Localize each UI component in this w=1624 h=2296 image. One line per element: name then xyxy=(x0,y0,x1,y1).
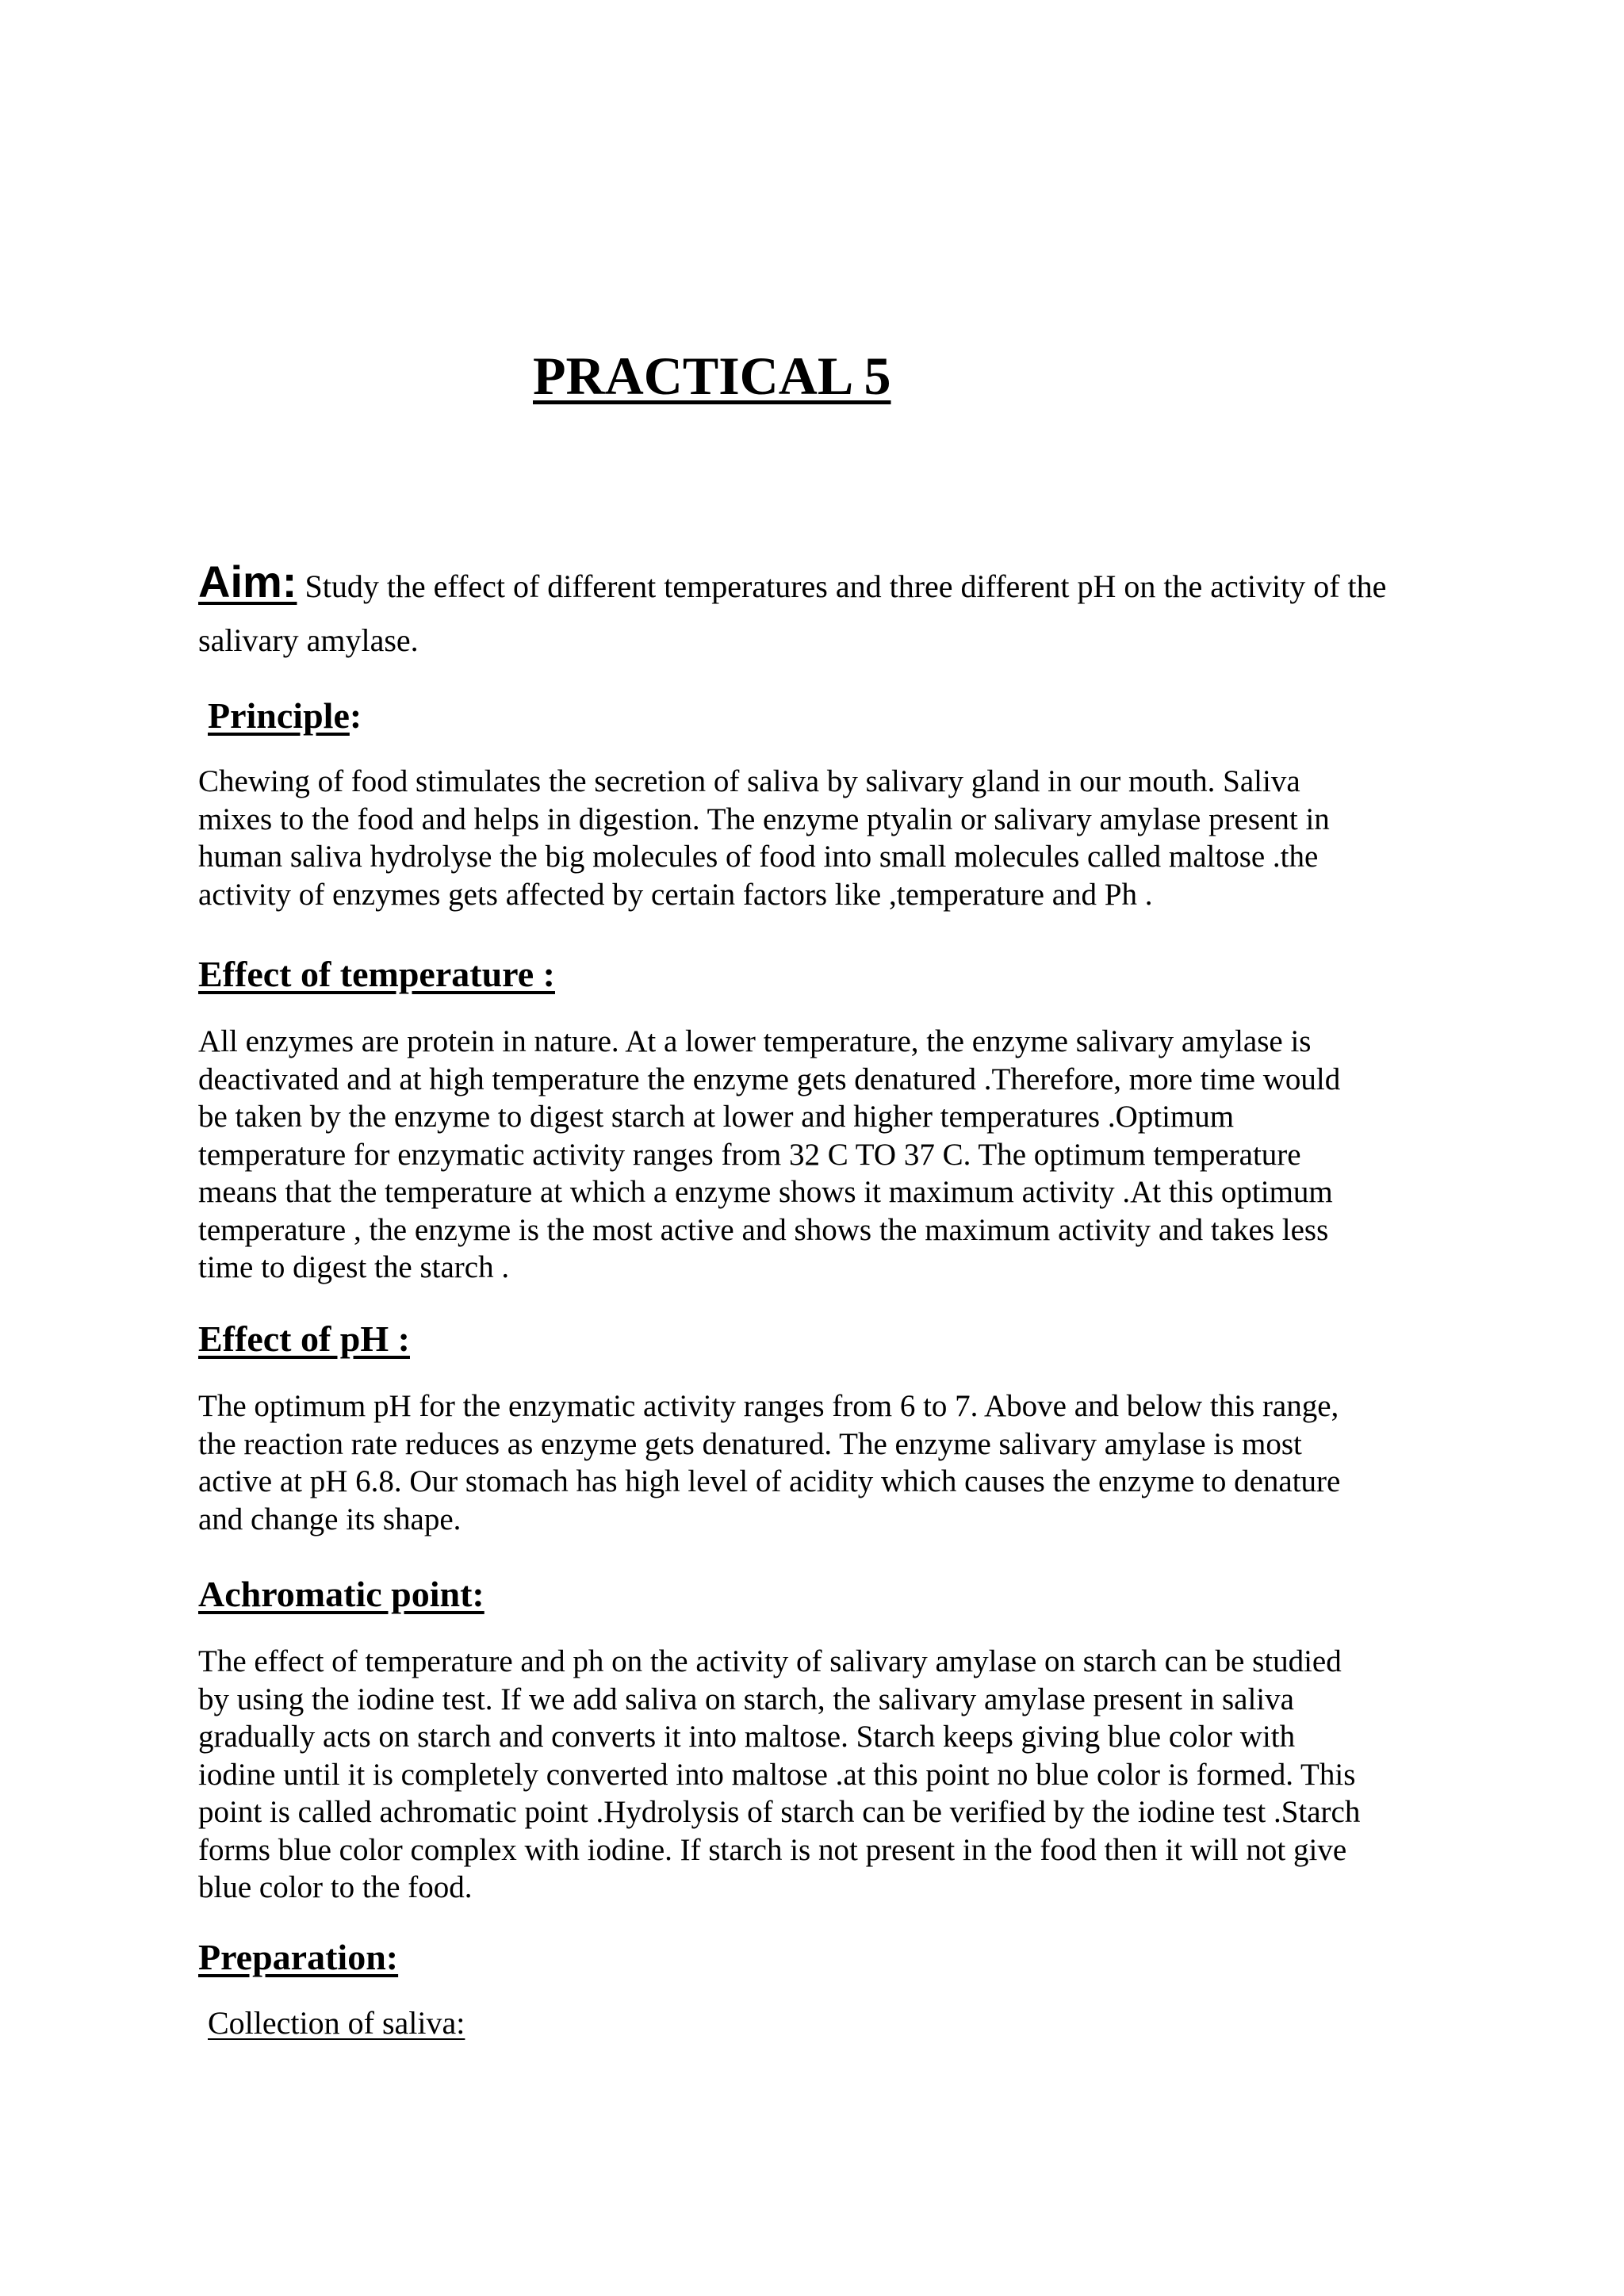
temperature-line: deactivated and at high temperature the enzyme gets denatured .Therefore, more time would xyxy=(198,1062,1341,1096)
temperature-line: be taken by the enzyme to digest starch at lower and higher temperatures .Optimum xyxy=(198,1100,1235,1134)
principle-line: human saliva hydrolyse the big molecules of food into small molecules called maltose .the xyxy=(198,840,1319,874)
ph-heading xyxy=(198,1318,410,1359)
preparation-heading-label: Preparation: xyxy=(198,1937,399,1977)
temperature-heading-label: Effect of temperature : xyxy=(198,954,555,994)
aim-section xyxy=(198,555,1451,668)
preparation-heading xyxy=(198,1939,398,1976)
ph-heading-label: Effect of pH : xyxy=(198,1318,410,1359)
temperature-line: temperature , the enzyme is the most active and shows the maximum activity and takes less xyxy=(198,1212,1329,1247)
aim-text-line-2: salivary amylase. xyxy=(198,622,419,658)
achromatic-heading xyxy=(198,1576,485,1613)
temperature-paragraph xyxy=(198,1023,1451,1287)
principle-paragraph xyxy=(198,763,1451,913)
achromatic-line: blue color to the food. xyxy=(198,1870,473,1904)
principle-line: Chewing of food stimulates the secretion of saliva by salivary gland in our mouth. Saliva xyxy=(198,764,1300,798)
achromatic-line: gradually acts on starch and converts it into maltose. Starch keeps giving blue color with xyxy=(198,1720,1296,1754)
achromatic-heading-label: Achromatic point: xyxy=(198,1574,485,1614)
page-title: PRACTICAL 5 xyxy=(533,346,891,406)
achromatic-line: iodine until it is completely converted into maltose .at this point no blue color is formed. This xyxy=(198,1757,1356,1792)
aim-label: Aim: xyxy=(198,557,297,607)
ph-line: The optimum pH for the enzymatic activity ranges from 6 to 7. Above and below this range, xyxy=(198,1389,1339,1423)
principle-heading-label: Principle xyxy=(208,695,350,736)
ph-paragraph xyxy=(198,1387,1451,1538)
ph-line: active at pH 6.8. Our stomach has high level of acidity which causes the enzyme to denature xyxy=(198,1464,1341,1498)
ph-line: and change its shape. xyxy=(198,1502,462,1536)
temperature-line: temperature for enzymatic activity ranges from 32 C TO 37 C. The optimum temperature xyxy=(198,1137,1301,1172)
achromatic-line: point is called achromatic point .Hydrolysis of starch can be verified by the iodine test .Starch xyxy=(198,1795,1361,1829)
temperature-line: time to digest the starch . xyxy=(198,1250,510,1284)
principle-line: activity of enzymes gets affected by certain factors like ,temperature and Ph . xyxy=(198,877,1153,912)
temperature-line: All enzymes are protein in nature. At a lower temperature, the enzyme salivary amylase is xyxy=(198,1024,1312,1058)
temperature-heading xyxy=(198,956,555,993)
aim-text-line-1: Study the effect of different temperatures and three different pH on the activity of the xyxy=(297,568,1387,604)
principle-heading-colon: : xyxy=(349,695,362,736)
ph-line: the reaction rate reduces as enzyme gets denatured. The enzyme salivary amylase is most xyxy=(198,1426,1302,1461)
principle-line: mixes to the food and helps in digestion. The enzyme ptyalin or salivary amylase present in xyxy=(198,802,1330,836)
principle-heading xyxy=(208,695,362,736)
achromatic-line: The effect of temperature and ph on the activity of salivary amylase on starch can be studied xyxy=(198,1644,1342,1678)
temperature-line: means that the temperature at which a enzyme shows it maximum activity .At this optimum xyxy=(198,1175,1333,1209)
collection-of-saliva-subheading: Collection of saliva: xyxy=(208,2005,465,2041)
achromatic-line: forms blue color complex with iodine. If starch is not present in the food then it will not give xyxy=(198,1832,1347,1867)
achromatic-paragraph xyxy=(198,1643,1451,1907)
achromatic-line: by using the iodine test. If we add saliva on starch, the salivary amylase present in saliva xyxy=(198,1682,1294,1716)
